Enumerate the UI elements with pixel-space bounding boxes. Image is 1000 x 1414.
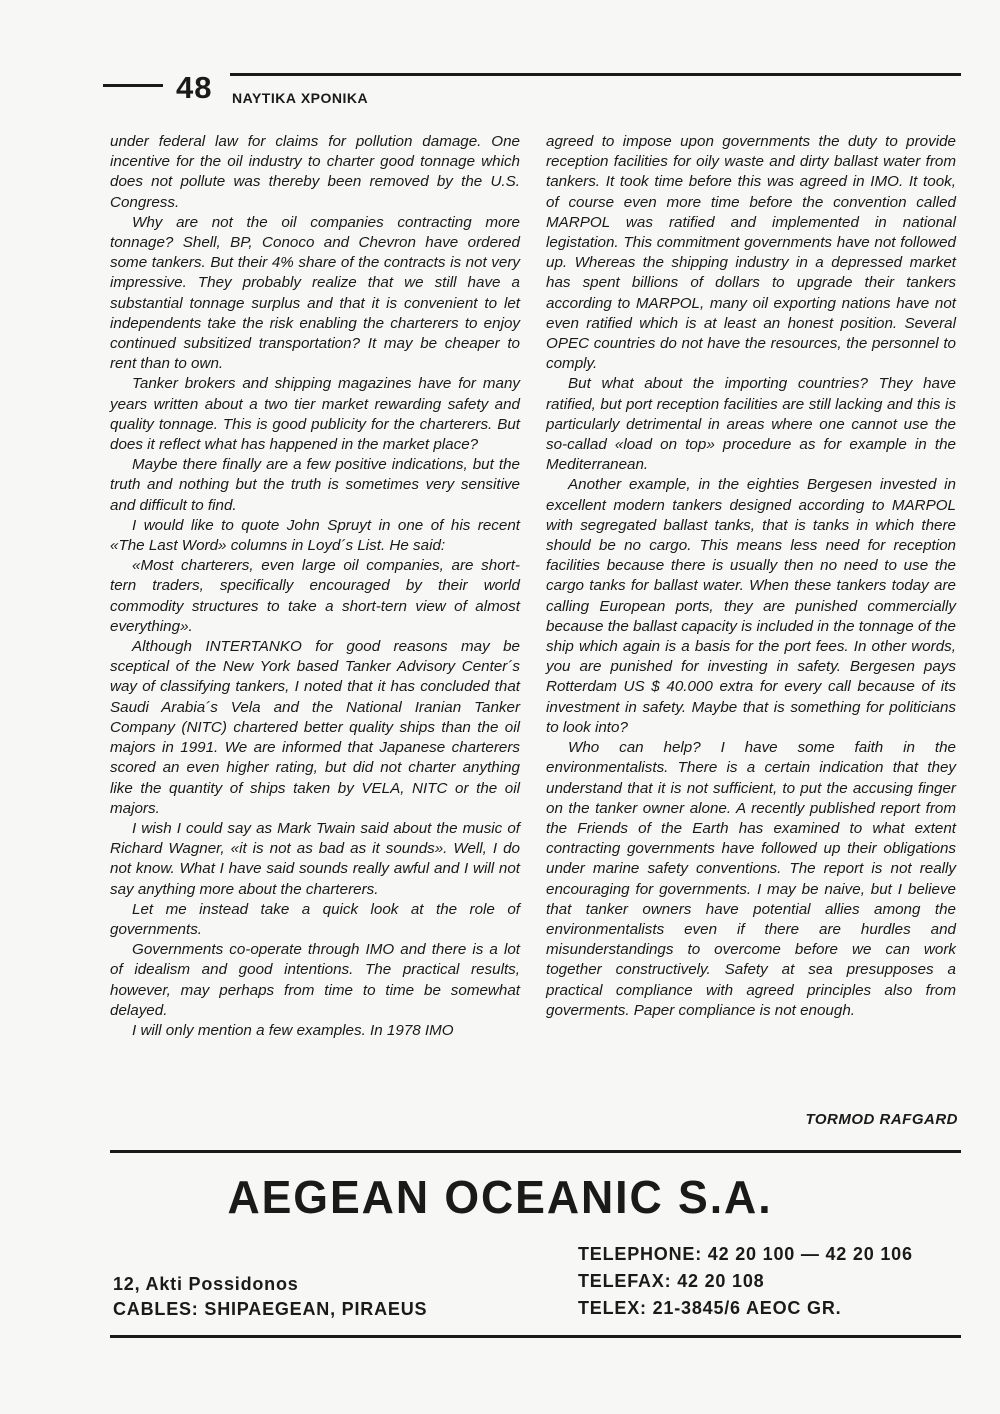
ad-telefax: TELEFAX: 42 20 108 [578,1271,765,1291]
ad-address: 12, Akti Possidonos [113,1274,299,1294]
paragraph: agreed to impose upon governments the duty to provide reception facilities for oily waste and dirty ballast water from tankers. It took time before this was agreed in IMO. It took, of course even more time before the convention called MARPOL was ratified and implemented in national legistation. This commitment governments have not followed up. Whereas the shipping industry in a depressed market has spent billions of dollars to upgrade their tankers according to MARPOL, many oil exporting nations have not even ratified which is at least an honest position. Several OPEC countries do not have the resources, the personnel to comply. [546,133,956,373]
ad-company-name: AEGEAN OCEANIC S.A. [227,1171,773,1223]
paragraph: Tanker brokers and shipping magazines have for many years written about a two tier market rewarding safety and quality tonnage. This is good publicity for the charterers. But does it reflect what has happened in the market place? [110,375,520,454]
paragraph: Another example, in the eighties Bergesen invested in excellent modern tankers designed according to MARPOL with segregated ballast tanks, that is tanks in which there should be no cargo. This means less need for reception facilities because there is usually then no need to use the cargo tanks for ballast water. When these tankers today are calling European ports, they are punished commercially because the ballast capacity is included in the tonnage of the ship which again is a basis for the port fees. In other words, you are punished for investing in safety. Bergesen pays Rotterdam US $ 40.000 extra for every call because of its investment in safety. Maybe that is something for politicians to look into? [546,476,956,736]
paragraph: Let me instead take a quick look at the role of governments. [110,900,520,938]
ad-telephone: TELEPHONE: 42 20 100 — 42 20 106 [578,1244,913,1264]
paragraph: Maybe there finally are a few positive indications, but the truth and nothing but the truth is sometimes very sensitive and difficult to find. [110,456,520,514]
ad-cables: CABLES: SHIPAEGEAN, PIRAEUS [113,1299,428,1319]
header-rule-left [103,84,163,87]
paragraph: Who can help? I have some faith in the environmentalists. There is a certain indication that they understand that it is not sufficient, to put the accusing finger on the tanker owner alone. A recently published report from the Friends of the Earth has examined to what extent contracting governments have followed up their obligations under marine safety conventions. The report is not really encouraging for governments. I may be naive, but I believe that tanker owners have potential allies among the environmentalists even if there are hurdles and misunderstandings to overcome before we can work together constructively. Safety at sea presupposes a practical compliance with agreed principles also from goverments. Paper compliance is not enough. [546,739,956,1019]
article-right-column [546,132,956,1021]
magazine-title: ΝΑΥΤΙΚΑ ΧΡΟΝΙΚΑ [232,90,369,106]
paragraph: I would like to quote John Spruyt in one of his recent «The Last Word» columns in Loyd´s List. He said: [110,516,520,555]
ad-bottom-rule [110,1335,961,1338]
page-number: 48 [176,70,213,105]
article-left-column [110,132,520,1041]
header-rule-right [230,73,961,76]
author-signature: TORMOD RAFGARD [805,1111,958,1128]
paragraph: Although INTERTANKO for good reasons may be sceptical of the New York based Tanker Advisory Center´s way of classifying tankers, I noted that it has concluded that Saudi Arabia´s Vela and the National Iranian Tanker Company (NITC) chartered better quality ships than the oil majors in 1991. We are informed that Japanese charterers scored an even higher rating, but did not charter anything like the quantity of ships taken by VELA, NITC or the oil majors. [110,638,520,817]
ad-telex: TELEX: 21-3845/6 AEOC GR. [578,1298,842,1318]
paragraph: I wish I could say as Mark Twain said about the music of Richard Wagner, «it is not as bad as it sounds». Well, I do not know. What I have said sounds really awful and I will not say anything more about the charterers. [110,819,520,898]
ad-top-rule [110,1150,961,1153]
paragraph: under federal law for claims for pollution damage. One incentive for the oil industry to charter good tonnage which does not pollute was thereby been removed by the U.S. Congress. [110,133,520,211]
quote-paragraph: «Most charterers, even large oil companies, are short-tern traders, specifically encouraged by their world commodity structures to take a short-tern view of almost everything». [110,557,520,635]
paragraph: Why are not the oil companies contracting more tonnage? Shell, BP, Conoco and Chevron have ordered some tankers. But their 4% share of the contracts is not very impressive. They probably realize that we still have a substantial tonnage surplus and that it is convenient to let independents take the risk enabling the charterers to enjoy continued subsitized transportation? It may be cheaper to rent than to own. [110,213,520,373]
paragraph: Governments co-operate through IMO and there is a lot of idealism and good intentions. The practical results, however, may perhaps from time to time be somewhat delayed. [110,941,520,1019]
paragraph: But what about the importing countries? They have ratified, but port reception facilities are still lacking and this is particularly detrimental in areas where one cannot use the so-callad «load on top» procedure as for example in the Mediterranean. [546,375,956,474]
paragraph: I will only mention a few examples. In 1978 IMO [132,1021,454,1039]
